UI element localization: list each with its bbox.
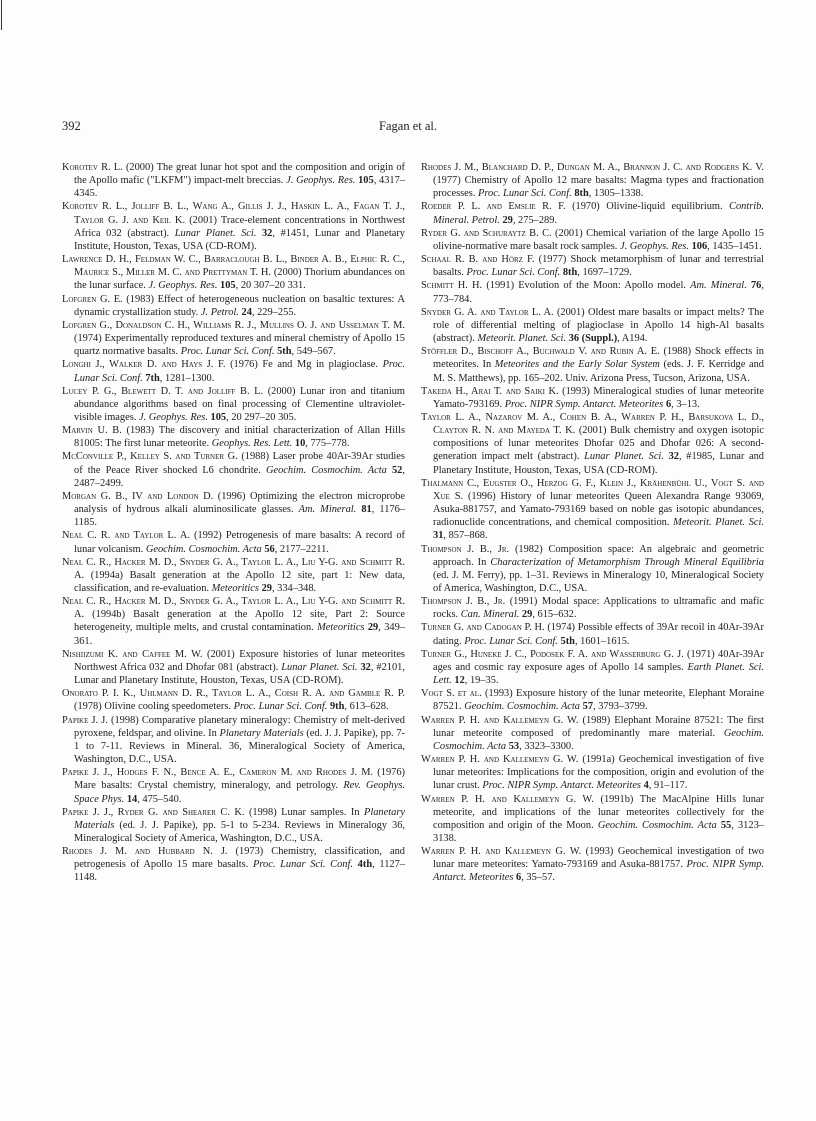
reference-year: (1998) [111,714,139,726]
reference-journal: Proc. Lunar Sci. Conf. [74,359,405,384]
reference-volume: 9th [329,701,345,713]
reference-authors: Onorato P. I. K., Uhlmann D. R., Taylor L. A., Coish R. A. and Gamble R. P. [62,688,405,700]
page-number: 392 [62,119,81,133]
reference-journal: Am. Mineral. [690,280,747,292]
reference-entry [62,293,405,319]
reference-year: (1993) [485,688,513,700]
reference-volume: 31 [433,530,444,542]
reference-journal: J. Geophys. Res. [148,280,218,292]
reference-year: (1989) [582,714,611,726]
reference-pages: , 19–35. [464,675,499,687]
reference-title: Geochemical investigation of two lunar mare meteorites: Yamato-793169 and Asuka-881757. [433,846,764,871]
reference-volume: 7th [145,372,160,384]
reference-volume: 6 [516,872,522,884]
reference-pages: , 1601–1615. [574,635,630,647]
reference-authors: Lofgren G., Donaldson C. H., Williams R. J., Mullins O. J. and Usselman T. M. [62,319,405,331]
reference-volume: 32 [668,451,679,463]
reference-volume: 8th [574,188,589,200]
reference-entry [62,200,405,253]
reference-volume: 76 [750,280,762,292]
reference-journal: Geochim. Cosmochim. Acta [145,543,262,555]
reference-authors: Korotev R. L., Jolliff B. L., Wang A., Gillis J. J., Haskin L. A., Fagan T. J., Taylor G. J. and Keil K. [62,201,405,226]
reference-journal: Lunar Planet. Sci. [174,227,257,239]
page-header [0,119,816,135]
reference-year: (1976) [230,359,258,371]
reference-year: (2000) [267,385,296,397]
reference-volume: 32 [261,227,273,239]
reference-authors: Schaal R. B. and Hörz F. [421,254,535,266]
reference-title: Chemistry of Apollo 12 mare basalts: Magma types and fractionation processes. [433,175,764,200]
reference-year: (1971) [687,648,715,660]
reference-authors: Morgan G. B., IV and London D. [62,490,214,502]
reference-journal: Rev. Geophys. Space Phys. [74,780,406,805]
reference-title: Exposure history of the lunar meteorite, Elephant Moraine 87521. [433,688,764,713]
reference-authors: Neal C. R., Hacker M. D., Snyder G. A., Taylor L. A., Liu Y-G. and Schmitt R. A. [62,596,405,621]
reference-entry [421,345,764,384]
reference-year: (1996) [217,490,246,502]
reference-entry [421,845,764,884]
reference-entry [421,793,764,846]
reference-volume: 24 [241,306,252,318]
reference-pages: , 1305–1338. [588,188,644,200]
reference-journal: Proc. Lunar Sci. Conf. [466,267,561,279]
reference-year: (1991b) [600,793,634,805]
reference-year: (1982) [514,543,543,555]
reference-volume: 5th [277,346,292,358]
reference-pages: , 3123–3138. [433,819,764,844]
references-right-column [421,161,764,885]
scan-edge-mark [1,0,2,30]
reference-entry [421,687,764,713]
reference-entry [421,621,764,647]
reference-year: (1983) [126,293,154,305]
reference-year: (2000) [125,162,154,173]
reference-authors: Lofgren G. E. [62,293,123,305]
reference-title: Trace-element concentrations in Northwest Africa 032 (abstract). [74,214,405,239]
reference-pages: , 275–289. [512,214,558,226]
reference-volume: 56 [264,543,275,555]
reference-year: (2001) [578,425,607,437]
running-title: Fagan et al. [379,119,437,133]
reference-authors: Vogt S. et al. [421,688,482,700]
reference-journal: Proc. Lunar Sci. Conf. [464,635,558,647]
reference-volume: 4th [357,859,373,871]
reference-pages: , 229–255. [251,306,297,318]
reference-title: Modal space: Applications to ultramafic and mafic rocks. [433,596,764,621]
reference-entry [421,411,764,477]
reference-pages: , 2487–2499. [74,464,405,489]
reference-pages: (ed. J. J. Papike), pp. 5-1 to 5-234. Reviews in Mineralogy 36, Mineralogical Society of America, Washington, D.C., USA. [74,819,405,844]
reference-journal: Proc. Lunar Sci. Conf. [233,701,328,713]
reference-authors: Rhodes J. M. and Hubbard N. J. [62,846,228,858]
reference-entry [62,385,405,424]
reference-journal: Geochim. Cosmochim. Acta [265,464,387,476]
reference-year: (1988) [663,346,692,358]
reference-entry [62,845,405,884]
reference-entry [421,227,764,253]
reference-volume: 57 [582,701,594,713]
reference-title: Chemistry, classification, and petrogenesis of Apollo 15 mare basalts. [74,846,405,871]
reference-year: (1991a) [582,754,615,766]
reference-year: (1988) [241,451,270,463]
reference-journal: J. Geophys. Res. [286,175,356,187]
reference-journal: Planetary Materials [219,727,304,739]
reference-title: Geochemical investigation of five lunar meteorites: Implications for the composition, origin and evolution of the lunar crust. [433,754,764,792]
reference-title: The great lunar hot spot and the composition and origin of the Apollo mafic ("LKFM") impact-melt breccias. [74,162,405,187]
reference-journal: Proc. NIPR Symp. Antarct. Meteorites [482,780,641,792]
reference-journal: Characterization of Metamorphism Through Mineral Equilibria [490,556,764,568]
reference-title: Oldest mare basalts or impact melts? The role of differential melting of plagioclase in Apollo 14 high-Al basalts (abstract). [433,306,764,345]
reference-pages: , 334–348. [271,583,317,594]
reference-journal: J. Geophys. Res. [138,411,208,423]
reference-entry [62,556,405,595]
reference-pages: , 3–13. [671,398,700,410]
reference-authors: Rhodes J. M., Blanchard D. P., Dungan M. A., Brannon J. C. and Rodgers K. V. [421,162,764,173]
reference-year: (1991) [509,596,538,608]
reference-pages: , 1281–1300. [159,372,215,384]
reference-pages: , #1451, Lunar and Planetary Institute, Houston, Texas, USA (CD-ROM). [74,227,405,252]
reference-volume: 29 [521,609,533,621]
reference-title: Optimizing the electron microprobe analysis of hydrous alkali aluminosilicate glasses. [74,490,405,516]
reference-pages: , 615–632. [532,609,577,621]
reference-pages: (eds. J. F. Kerridge and M. S. Matthews), pp. 165–202. Univ. Arizona Press, Tucson, Arizona, USA. [433,359,764,384]
reference-authors: Papike J. J., Hodges F. N., Bence A. E., Cameron M. and Rhodes J. M. [62,767,374,779]
reference-authors: Snyder G. A. and Taylor L. A. [421,306,554,318]
reference-title: Evolution of the Moon: Apollo model. [518,280,686,292]
reference-entry [62,319,405,358]
reference-year: (1976) [377,767,405,779]
reference-authors: Lucey P. G., Blewett D. T. and Jolliff B. L. [62,385,264,397]
reference-title: Composition space: An algebraic and geometric approach. In [433,543,764,568]
reference-entry [421,253,764,279]
reference-entry [62,424,405,450]
reference-title: Experimentally reproduced textures and mineral chemistry of Apollo 15 quartz normative basalts. [74,333,405,358]
reference-year: (2000) [273,267,302,279]
reference-title: 40Ar-39Ar ages and cosmic ray exposure ages of Apollo 14 samples. [433,648,764,673]
reference-journal: Geochim. Cosmochim. Acta [464,701,581,713]
reference-pages: , 91–117. [648,780,688,792]
reference-entry [62,529,405,555]
reference-title: The discovery and initial characterization of Allan Hills 81005: The first lunar meteorite. [74,425,405,450]
reference-journal: Geochim. Cosmochim. Acta [597,819,717,831]
reference-journal: Meteorit. Planet. Sci. [673,517,764,529]
reference-entry [421,385,764,411]
reference-entry [421,279,764,305]
reference-volume: 81 [361,504,372,516]
reference-title: Mare basalts: Crystal chemistry, mineralogy, and petrology. [74,780,338,792]
reference-title: Bulk chemistry and oxygen isotopic compositions of lunar meteorites Dhofar 025 and Dhofar 026: A second-generation impact melt (abstract). [433,425,764,463]
reference-pages: , #1985, Lunar and Planetary Institute, Houston, Texas, USA (CD-ROM). [433,451,765,476]
reference-authors: McConville P., Kelley S. and Turner G. [62,451,238,463]
reference-entry [62,766,405,805]
reference-journal: Planetary Materials [74,806,405,831]
reference-pages: , 475–540. [137,793,182,805]
reference-authors: Papike J. J., Ryder G. and Shearer C. K. [62,806,245,818]
reference-pages: , 1176–1185. [74,504,405,529]
reference-authors: Roeder P. L. and Emslie R. F. [421,201,566,213]
reference-pages: , 3793–3799. [593,701,648,713]
reference-pages: , 773–784. [433,280,764,305]
reference-authors: Warren P. H. and Kallemeyn G. W. [421,714,579,726]
reference-journal: Proc. NIPR Symp. Antarct. Meteorites [504,398,664,410]
reference-entry [62,714,405,767]
reference-title: Chemical variation of the large Apollo 15 olivine-normative mare basalt rock samples. [433,227,764,252]
reference-volume: 106 [691,240,708,252]
reference-entry [421,200,764,226]
reference-journal: Meteoritics [211,583,259,594]
reference-pages: , 35–57. [521,872,556,884]
reference-entry [421,753,764,792]
reference-journal: J. Geophys. Res. [619,240,689,252]
reference-year: (2001) [207,648,235,660]
reference-year: (2001) [189,214,217,226]
reference-volume: 52 [391,464,403,476]
reference-title: Lunar samples. In [281,806,360,818]
reference-title: Laser probe 40Ar-39Ar studies of the Peace River shocked L6 chondrite. [74,451,405,476]
reference-journal: Meteoritics [317,622,365,634]
reference-volume: 29 [261,583,272,594]
reference-title: History of lunar meteorites Queen Alexandra Range 93069, Asuka-881757, and Yamato-793169 based on noble gas isotopic abundances, radionuclide concentrations, and chemical composition. [433,490,764,529]
reference-journal: Lunar Planet. Sci. [281,661,358,673]
reference-volume: 4 [643,780,649,792]
reference-title: Olivine-liquid equilibrium. [606,201,723,213]
reference-authors: Turner G. and Cadogan P. H. [421,622,545,634]
reference-year: (1974) [547,622,576,634]
reference-journal: J. Petrol. [200,306,239,318]
reference-journal: Proc. NIPR Symp. Antarct. Meteorites [433,859,765,884]
reference-journal: Earth Planet. Sci. Lett. [433,661,764,687]
reference-year: (1978) [74,701,102,713]
reference-authors: Warren P. H. and Kallemeyn G. W. [421,846,582,858]
reference-authors: Thompson J. B., Jr. [421,543,510,555]
reference-title: Petrogenesis of mare basalts: A record of lunar volcanism. [74,530,405,555]
reference-title: Thorium abundances on the lunar surface. [74,267,405,292]
reference-authors: Thalmann C., Eugster O., Herzog G. F., Klein J., Krähenbühl U., Vogt S. and Xue S. [421,477,764,502]
reference-year: (1983) [126,425,155,437]
reference-journal: Proc. Lunar Sci. Conf. [253,859,353,871]
reference-entry [62,161,405,200]
reference-pages: , 20 307–20 331. [235,280,306,292]
reference-authors: Korotev R. L. [62,162,123,173]
reference-journal: Meteorites and the Early Solar System [494,359,660,371]
reference-volume: 105 [220,280,236,292]
reference-year: (1973) [235,846,264,858]
reference-year: (1974) [74,333,102,345]
reference-year: (1996) [467,490,496,502]
reference-volume: 29 [367,622,379,634]
reference-year: (2001) [555,227,583,239]
reference-title: Shock effects in meteorites. In [433,346,764,371]
reference-entry [62,358,405,384]
reference-journal: Contrib. Mineral. Petrol. [433,201,764,226]
reference-year: (1991) [486,280,515,292]
reference-authors: Warren P. H. and Kallemeyn G. W. [421,793,594,805]
reference-journal: Proc. Lunar Sci. Conf. [180,346,275,358]
reference-volume: 5th [560,635,575,647]
reference-authors: Longhi J., Walker D. and Hays J. F. [62,359,226,371]
reference-journal: Meteorit. Planet. Sci. [477,333,567,345]
reference-volume: 36 (Suppl.) [568,333,618,345]
reference-title: Exposure histories of lunar meteorites Northwest Africa 032 and Dhofar 081 (abstract). [74,648,405,673]
reference-entry [421,161,764,200]
reference-authors: Nishiizumi K. and Caffee M. W. [62,648,203,660]
reference-journal: Geochim. Cosmochim. Acta [433,727,764,752]
reference-authors: Papike J. J. [62,714,108,726]
reference-entry [421,306,764,345]
reference-entry [62,648,405,687]
reference-entry [62,450,405,489]
reference-journal: Proc. Lunar Sci. Conf. [478,188,572,200]
reference-year: (1970) [572,201,600,213]
reference-title: Elephant Moraine 87521: The first lunar meteorite composed of predominantly mare material. [433,714,764,739]
reference-entry [62,253,405,292]
reference-year: (1994a) [90,569,124,581]
reference-volume: 53 [508,740,520,752]
reference-authors: Schmitt H. H. [421,280,483,292]
reference-pages: , 857–868. [443,530,488,542]
reference-authors: Marvin U. B. [62,425,122,437]
reference-entry [421,648,764,687]
reference-year: (1977) [433,175,461,187]
reference-authors: Thompson J. B., Jr. [421,596,506,608]
reference-title: Comparative planetary mineralogy: Chemistry of melt-derived pyroxene, feldspar, and olivine. In [74,714,405,739]
reference-title: Shock metamorphism of lunar and terrestrial basalts. [433,254,764,279]
reference-entry [62,490,405,529]
reference-title: Olivine cooling speedometers. [104,701,231,713]
reference-title: Mineralogical studies of lunar meteorite Yamato-793169. [433,385,764,410]
reference-title: Effect of heterogeneous nucleation on basaltic textures: A dynamic crystallization study. [74,293,406,318]
reference-pages: , 1697–1729. [577,267,632,279]
reference-entry [421,714,764,753]
reference-title: Possible effects of 39Ar recoil in 40Ar-39Ar dating. [433,622,764,647]
reference-volume: 32 [360,661,371,673]
reference-volume: 105 [358,175,374,187]
reference-authors: Warren P. H. and Kallemeyn G. W. [421,754,579,766]
reference-pages: , 4317–4345. [74,175,405,200]
reference-volume: 8th [562,267,578,279]
reference-pages: , #2101, Lunar and Planetary Institute, Houston, Texas, USA (CD-ROM). [74,661,405,687]
reference-title: Fe and Mg in plagioclase. [262,359,378,371]
reference-pages: , 775–778. [305,438,350,450]
reference-pages: , 3323–3300. [519,740,574,752]
reference-volume: 14 [126,793,138,805]
reference-volume: 55 [720,819,732,831]
reference-authors: Turner G., Huneke J. C., Podosek F. A. and Wasserburg G. J. [421,648,684,660]
reference-journal: Geophys. Res. Lett. [211,438,293,450]
reference-volume: 10 [294,438,306,450]
reference-year: (1994b) [92,609,126,621]
reference-authors: Taylor L. A., Nazarov M. A., Cohen B. A., Warren P. H., Barsukova L. D., Clayton R. N. and Mayeda T. K. [421,411,764,437]
reference-volume: 12 [454,675,465,687]
reference-pages: , 2177–2211. [274,543,329,555]
reference-journal: Lunar Planet. Sci. [584,451,664,463]
reference-title: The MacAlpine Hills lunar meteorite, and implications of the lunar meteorites collectively for the composition and origin of the Moon. [433,793,765,831]
reference-authors: Neal C. R., Hacker M. D., Snyder G. A., Taylor L. A., Liu Y-G. and Schmitt R. A. [62,556,405,581]
reference-authors: Ryder G. and Schuraytz B. C. [421,227,552,239]
reference-year: (1977) [538,254,567,266]
reference-authors: Stöffler D., Bischoff A., Buchwald V. and Rubin A. E. [421,346,660,358]
reference-entry [62,806,405,845]
reference-title: Lunar iron and titanium abundance algorithms based on final processing of Clementine ultraviolet-visible images. [74,385,405,423]
reference-year: (1992) [194,530,222,542]
reference-entry [62,687,405,713]
reference-pages: , 20 297–20 305. [226,411,297,423]
reference-volume: 105 [210,411,227,423]
reference-entry [421,477,764,543]
reference-year: (1993) [562,385,590,397]
references-left-column [62,161,405,885]
reference-pages: (ed. J. J. Papike), pp. 7-1 to 7-11. Reviews in Mineral. 36, Mineralogical Society of America, Washington, D.C., USA. [74,727,405,766]
reference-pages: , 349–361. [74,622,405,647]
reference-pages: , 1435–1451. [707,240,762,252]
reference-year: (1993) [585,846,614,858]
reference-pages: , A194. [617,333,648,345]
reference-authors: Takeda H., Arai T. and Saiki K. [421,385,559,397]
reference-entry [62,595,405,648]
reference-journal: Am. Mineral. [298,504,357,516]
reference-year: (2001) [556,306,585,318]
reference-year: (1998) [248,806,277,818]
reference-title: Basalt generation at the Apollo 12 site, Part 2: Source heterogeneity, multiple melts, and crustal contamination. [74,609,405,634]
reference-journal: Can. Mineral. [460,609,520,621]
reference-title: Basalt generation at the Apollo 12 site, part 1: New data, classification, and re-evaluation. [74,569,405,594]
reference-volume: 6 [665,398,672,410]
reference-authors: Neal C. R. and Taylor L. A. [62,530,190,542]
reference-pages: , 1127–1148. [74,859,405,884]
reference-pages: , 613–628. [344,701,389,713]
reference-volume: 29 [502,214,513,226]
reference-authors: Lawrence D. H., Feldman W. C., Barraclough B. L., Binder A. B., Elphic R. C., Maurice S., Miller M. C. and Prettyman T. H. [62,254,405,279]
reference-pages: (ed. J. M. Ferry), pp. 1–31. Reviews in Mineralogy 10, Mineralogical Society of America, Washington, D.C., USA. [433,569,764,594]
reference-entry [421,543,764,596]
reference-pages: , 549–567. [291,346,336,358]
reference-entry [421,595,764,621]
